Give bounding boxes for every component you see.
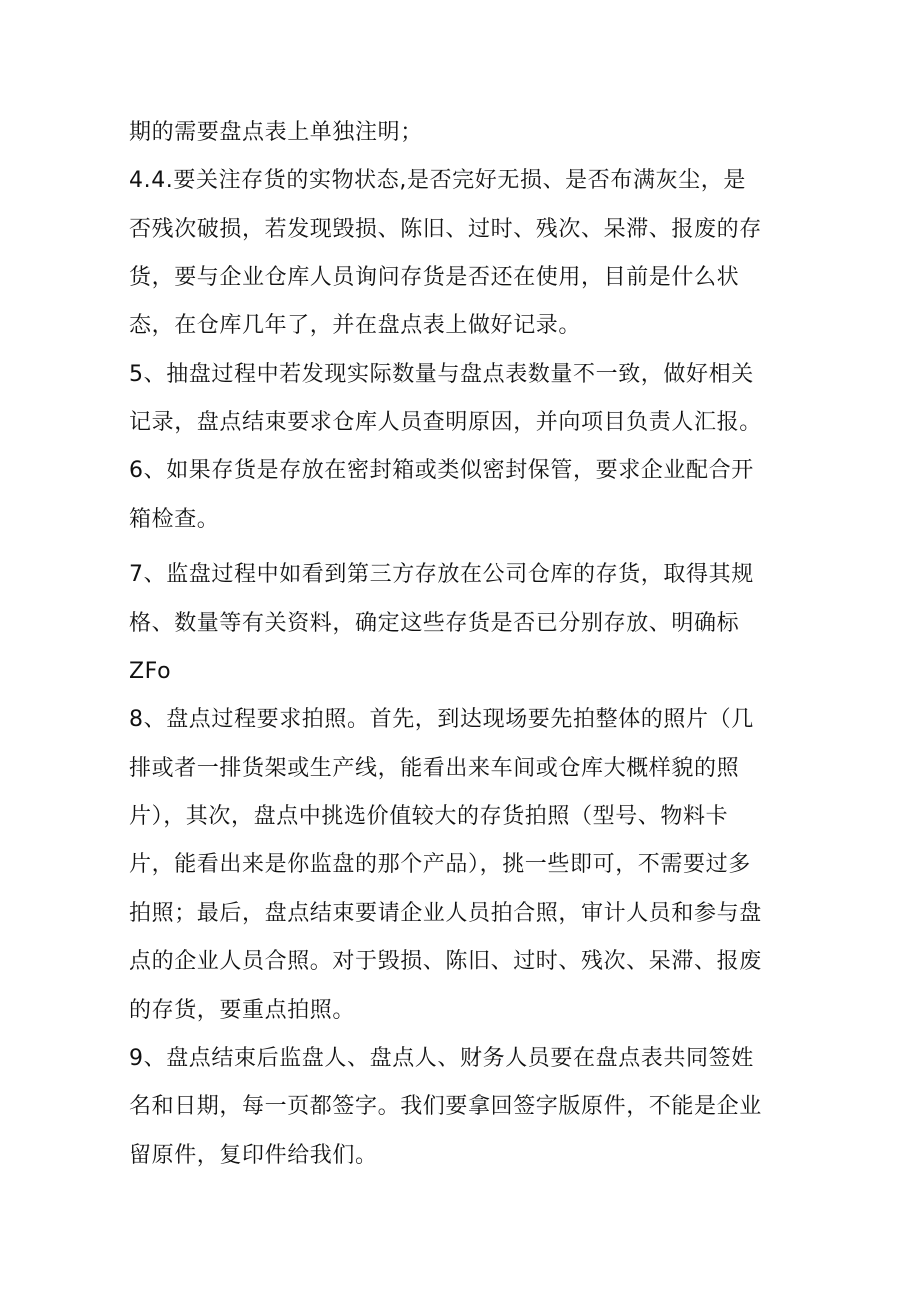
text-line: 拍照；最后，盘点结束要请企业人员拍合照，审计人员和参与盘 [129,901,762,926]
text-line: 格、数量等有关资料，确定这些存货是否已分别存放、明确标 [129,611,740,636]
text-line: 点的企业人员合照。对于毁损、陈旧、过时、残次、呆滞、报废 [129,949,762,974]
text-line: 记录，盘点结束要求仓库人员查明原因，并向项目负责人汇报。 [129,410,762,435]
text-line: 态，在仓库几年了，并在盘点表上做好记录。 [129,313,582,338]
text-line: 4.4.要关注存货的实物状态,是否完好无损、是否布满灰尘，是 [129,168,746,193]
text-line: 箱检查。 [129,507,220,532]
text-line: 9、盘点结束后监盘人、盘点人、财务人员要在盘点表共同签姓 [129,1046,754,1071]
text-line: 6、如果存货是存放在密封箱或类似密封保管，要求企业配合开 [129,458,754,483]
text-line: 的存货，要重点拍照。 [129,998,356,1023]
text-line: 否残次破损，若发现毁损、陈旧、过时、残次、呆滞、报废的存 [129,217,762,242]
text-line: 名和日期，每一页都签字。我们要拿回签字版原件，不能是企业 [129,1094,762,1119]
text-line: 7、监盘过程中如看到第三方存放在公司仓库的存货，取得其规 [129,562,754,587]
text-line: 排或者一排货架或生产线，能看出来车间或仓库大概样貌的照 [129,756,740,781]
text-line: 片），其次，盘点中挑选价值较大的存货拍照（型号、物料卡 [129,804,729,829]
text-line: ZFo [129,659,172,684]
text-line: 片，能看出来是你监盘的那个产品），挑一些即可，不需要过多 [129,852,751,877]
text-line: 货，要与企业仓库人员询问存货是否还在使用，目前是什么状 [129,265,740,290]
text-line: 留原件，复印件给我们。 [129,1143,378,1168]
text-line: 8、盘点过程要求拍照。首先，到达现场要先拍整体的照片（几 [129,707,754,732]
text-line: 5、抽盘过程中若发现实际数量与盘点表数量不一致，做好相关 [129,362,754,387]
text-line: 期的需要盘点表上单独注明； [129,120,423,145]
